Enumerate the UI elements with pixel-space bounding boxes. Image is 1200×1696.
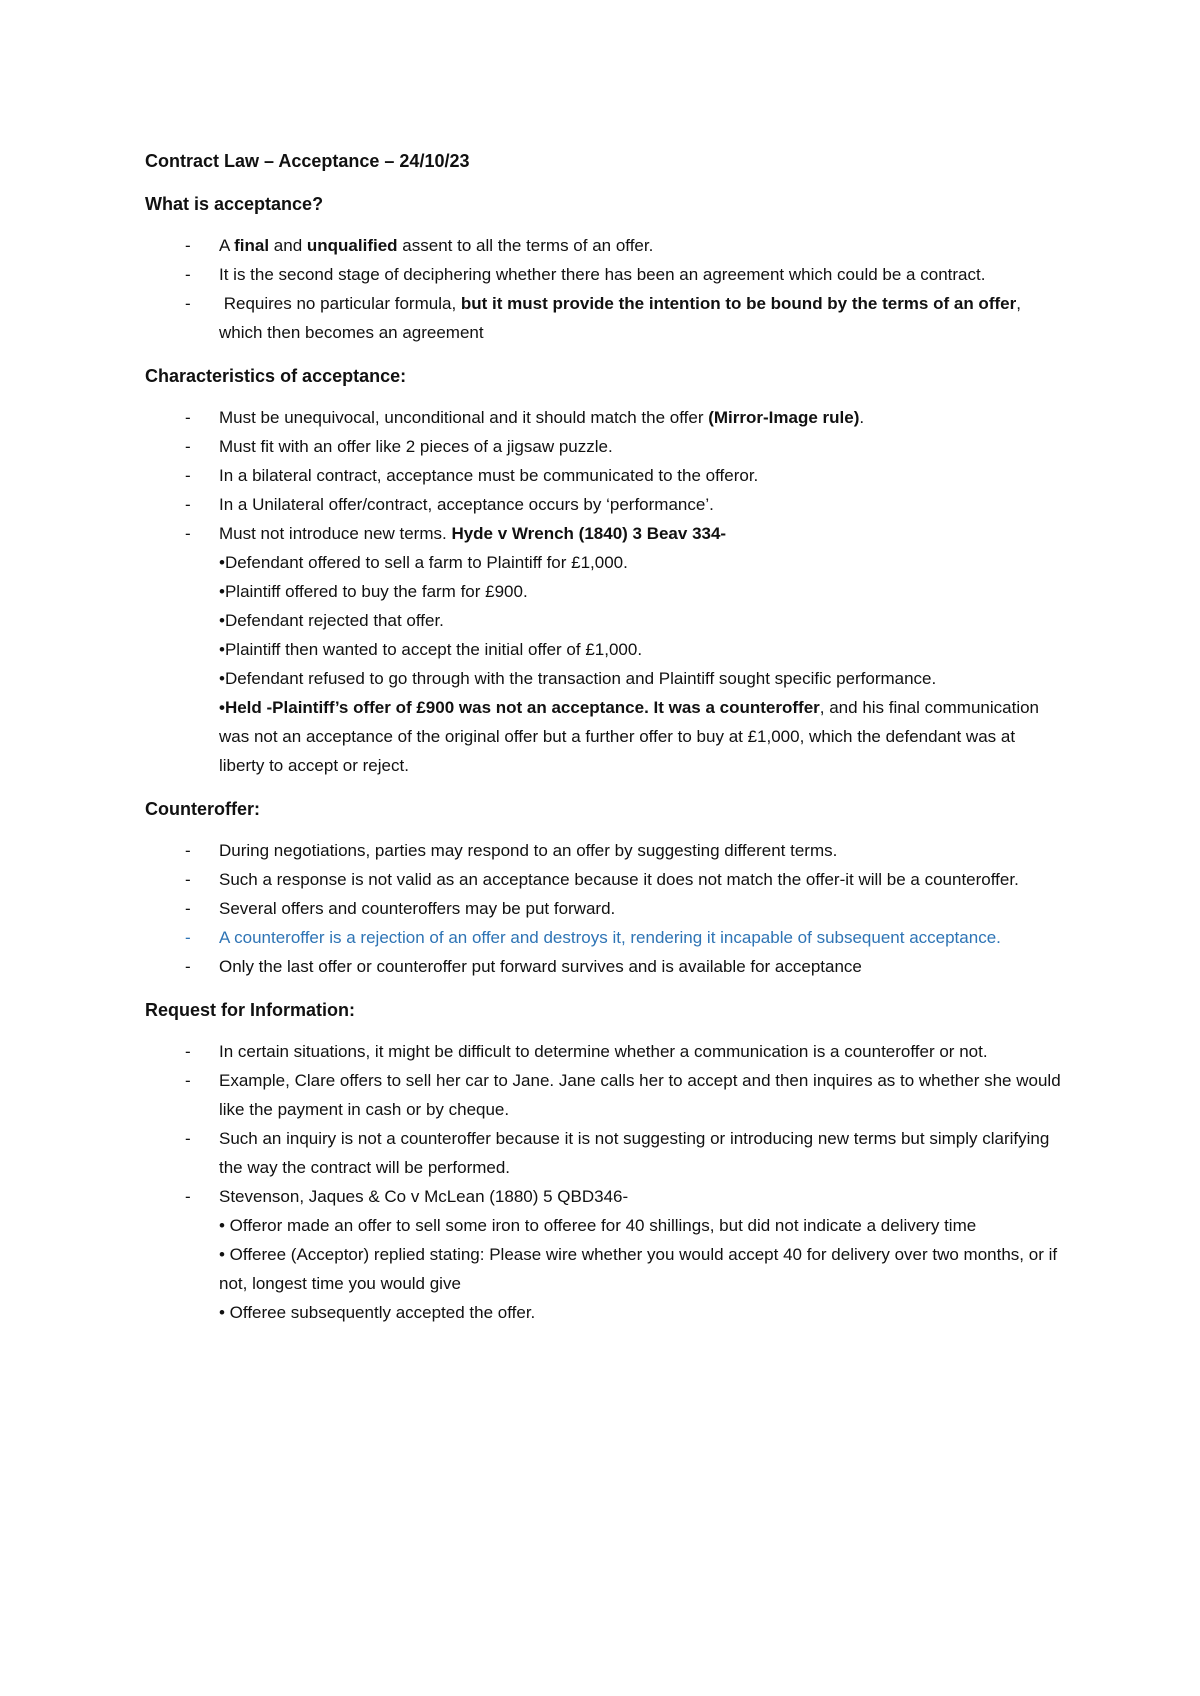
list-item: - Must fit with an offer like 2 pieces of a jigsaw puzzle. xyxy=(145,432,1065,461)
case-fact: •Plaintiff offered to buy the farm for £900. xyxy=(219,582,528,601)
list-item: - Such an inquiry is not a counteroffer because it is not suggesting or introducing new terms but simply clarifying the way the contract will be performed. xyxy=(145,1124,1065,1182)
text-span: , and his final communication was not an acceptance of the original offer but a further offer to buy at £1,000, which the defendant was at liberty to accept or reject. xyxy=(219,698,1040,775)
case-fact: •Defendant offered to sell a farm to Plaintiff for £1,000. xyxy=(219,553,628,572)
list-item: - Example, Clare offers to sell her car to Jane. Jane calls her to accept and then inquires as to whether she would like the payment in cash or by cheque. xyxy=(145,1066,1065,1124)
list-item xyxy=(145,403,1065,432)
case-fact: • Offeree subsequently accepted the offer. xyxy=(219,1303,536,1322)
section-heading-request-for-information: Request for Information: xyxy=(145,1000,355,1020)
acceptance-definition-list xyxy=(145,231,1065,347)
text-span: Requires no particular formula, xyxy=(219,294,461,313)
document-title: Contract Law – Acceptance – 24/10/23 xyxy=(145,151,470,171)
bold-text: unqualified xyxy=(306,236,398,255)
case-citation: Stevenson, Jaques & Co v McLean (1880) 5 QBD346- xyxy=(219,1187,629,1206)
text-span: assent to all the terms of an offer. xyxy=(397,236,654,255)
document-page xyxy=(145,146,1065,1341)
list-item: - It is the second stage of deciphering whether there has been an agreement which could be a contract. xyxy=(145,260,1065,289)
list-item: - In certain situations, it might be difficult to determine whether a communication is a counteroffer or not. xyxy=(145,1037,1065,1066)
list-item-highlighted: - A counteroffer is a rejection of an offer and destroys it, rendering it incapable of subsequent acceptance. xyxy=(145,923,1065,952)
request-for-information-list xyxy=(145,1037,1065,1327)
text-span: Must not introduce new terms. xyxy=(219,524,452,543)
list-item xyxy=(145,1182,1065,1327)
bold-text: but it must provide the intention to be bound by the terms of an offer xyxy=(460,294,1017,313)
list-item: - During negotiations, parties may respond to an offer by suggesting different terms. xyxy=(145,836,1065,865)
characteristics-list xyxy=(145,403,1065,780)
list-item: - Only the last offer or counteroffer put forward survives and is available for acceptance xyxy=(145,952,1065,981)
case-fact: •Plaintiff then wanted to accept the initial offer of £1,000. xyxy=(219,640,643,659)
list-item: - In a bilateral contract, acceptance must be communicated to the offeror. xyxy=(145,461,1065,490)
text-span: and xyxy=(269,236,307,255)
case-fact: •Defendant rejected that offer. xyxy=(219,611,444,630)
section-heading-counteroffer: Counteroffer: xyxy=(145,799,260,819)
counteroffer-list xyxy=(145,836,1065,981)
case-fact: •Defendant refused to go through with the transaction and Plaintiff sought specific performance. xyxy=(219,669,937,688)
bold-text: (Mirror-Image rule) xyxy=(708,408,860,427)
case-held xyxy=(219,693,1065,780)
text-span: A xyxy=(219,236,235,255)
list-item: - In a Unilateral offer/contract, acceptance occurs by ‘performance’. xyxy=(145,490,1065,519)
list-item xyxy=(145,231,1065,260)
case-fact: • Offeree (Acceptor) replied stating: Please wire whether you would accept 40 for delivery over two months, or if not, longest time you would give xyxy=(219,1245,1058,1293)
case-citation: Hyde v Wrench (1840) 3 Beav 334- xyxy=(451,524,727,543)
text-span: Must be unequivocal, unconditional and it should match the offer xyxy=(219,408,709,427)
text-span: , which then becomes an agreement xyxy=(219,294,1021,342)
text-span: . xyxy=(859,408,865,427)
bold-text: •Held -Plaintiff’s offer of £900 was not an acceptance. It was a counteroffer xyxy=(219,698,820,717)
bold-text: final xyxy=(234,236,270,255)
case-fact: • Offeror made an offer to sell some iron to offeree for 40 shillings, but did not indicate a delivery time xyxy=(219,1216,977,1235)
list-item: - Several offers and counteroffers may be put forward. xyxy=(145,894,1065,923)
list-item xyxy=(145,289,1065,347)
list-item: - Such a response is not valid as an acceptance because it does not match the offer-it will be a counteroffer. xyxy=(145,865,1065,894)
list-item xyxy=(145,519,1065,780)
section-heading-what-is-acceptance: What is acceptance? xyxy=(145,194,324,214)
section-heading-characteristics: Characteristics of acceptance: xyxy=(145,366,407,386)
